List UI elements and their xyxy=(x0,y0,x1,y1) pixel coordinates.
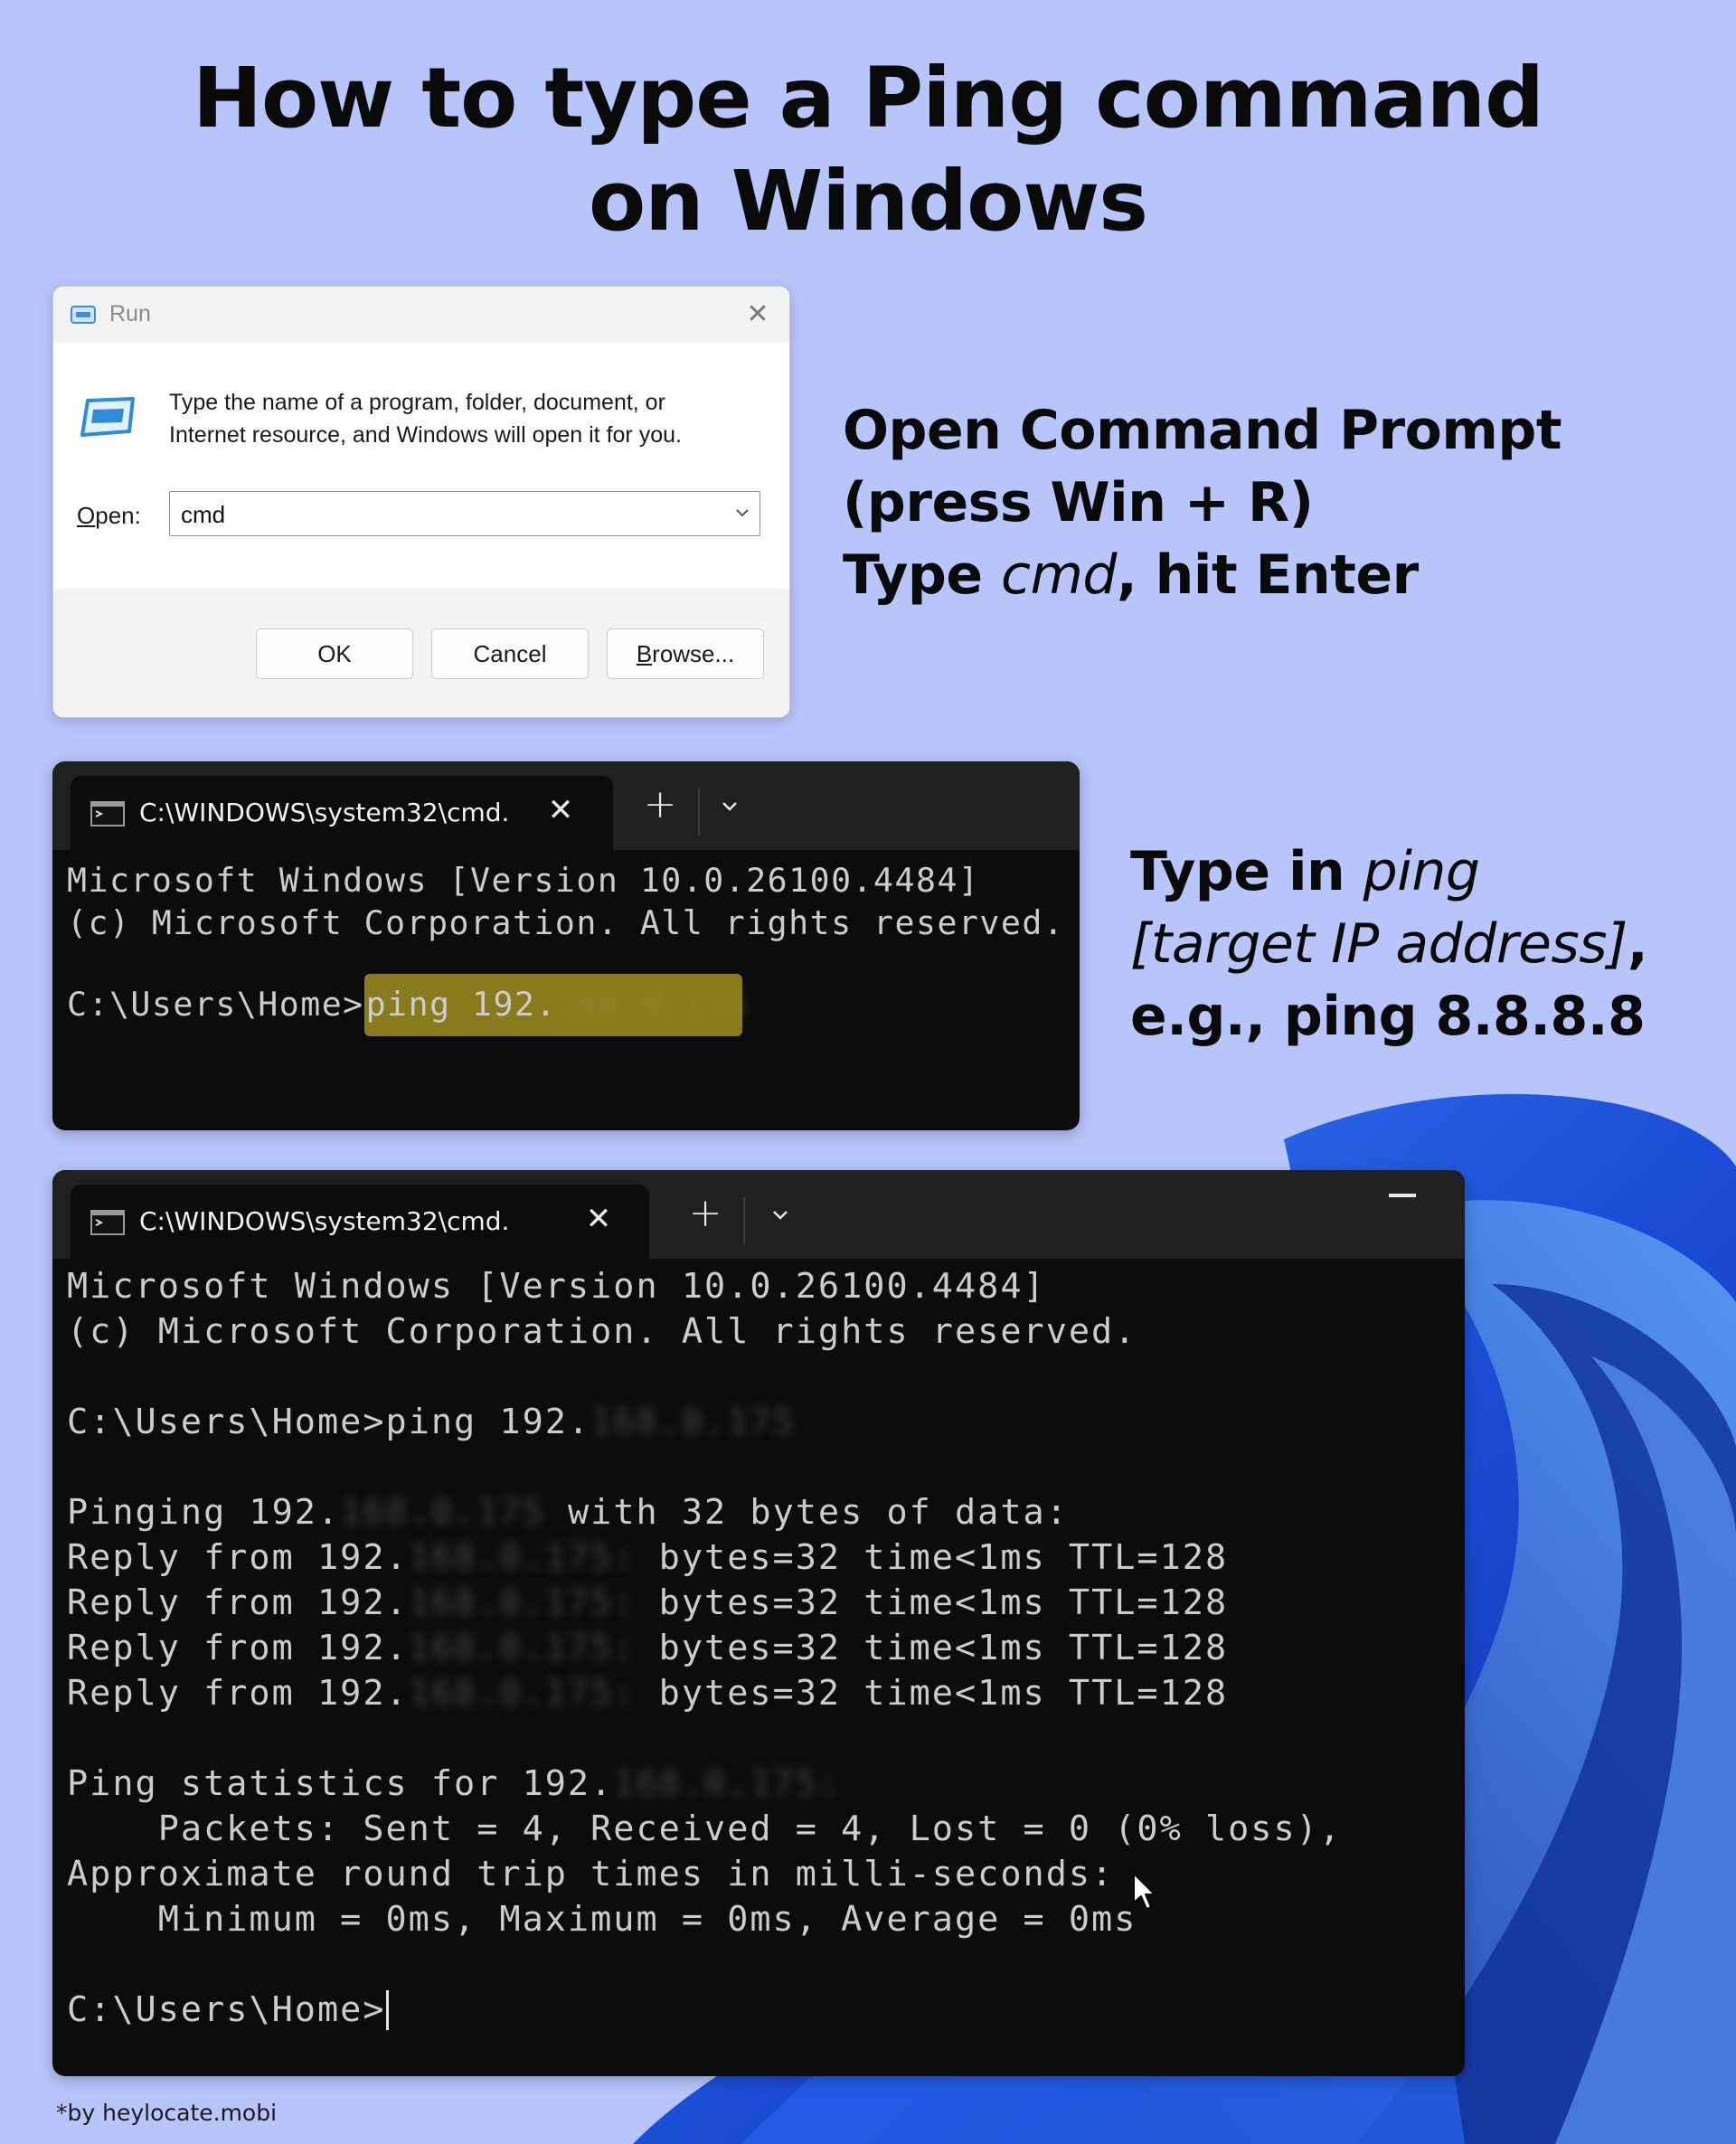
redacted-ip: 168.0.175: xyxy=(408,1582,637,1623)
console-line: Approximate round trip times in milli-seconds: xyxy=(67,1854,1115,1894)
plus-icon[interactable]: + xyxy=(643,781,677,827)
terminal-tabbar xyxy=(52,1170,1465,1259)
terminal-window-typing xyxy=(52,761,1080,1130)
highlighted-command: ping 192.168.0.175 xyxy=(364,974,742,1036)
console-output[interactable] xyxy=(67,859,1065,1024)
console-blank xyxy=(67,1716,1342,1761)
instruction2-line1: Type in ping xyxy=(1130,840,1480,903)
console-line: Minimum = 0ms, Maximum = 0ms, Average = 0ms xyxy=(67,1899,1137,1940)
tab-title: C:\WINDOWS\system32\cmd. xyxy=(139,1206,510,1236)
chevron-down-icon[interactable] xyxy=(767,1201,794,1228)
open-label: Open: xyxy=(77,502,141,529)
instruction2-line3: e.g., ping 8.8.8.8 xyxy=(1130,985,1646,1048)
console-prompt-line: C:\Users\Home> xyxy=(67,1988,1342,2033)
open-combobox[interactable] xyxy=(169,491,760,536)
console-line: Microsoft Windows [Version 10.0.26100.4484] xyxy=(67,861,980,900)
run-app-icon xyxy=(70,305,97,325)
redacted-ip: 168.0.175: xyxy=(408,1537,637,1578)
console-line: Ping statistics for 192.168.0.175: xyxy=(67,1761,1342,1807)
title-line-1: How to type a Ping command xyxy=(192,50,1544,146)
redacted-ip: 168.0.175 xyxy=(590,1402,796,1442)
console-blank xyxy=(67,1445,1342,1490)
redacted-ip: 168.0.175 xyxy=(556,985,749,1024)
instruction1-line1: Open Command Prompt xyxy=(843,399,1562,462)
redacted-ip: 168.0.175 xyxy=(340,1492,545,1533)
page-title xyxy=(0,47,1736,253)
instruction-open-cmd xyxy=(843,394,1561,611)
run-description: Type the name of a program, folder, document, or Internet resource, and Windows will open it for you. xyxy=(169,390,682,448)
terminal-tabbar xyxy=(52,761,1080,850)
reply-line: Reply from 192.168.0.175: bytes=32 time<1ms TTL=128 xyxy=(67,1535,1342,1581)
tab-title: C:\WINDOWS\system32\cmd. xyxy=(139,798,510,827)
console-line: (c) Microsoft Corporation. All rights reserved. xyxy=(67,903,1065,942)
redacted-ip: 168.0.175: xyxy=(408,1628,637,1668)
terminal-window-result xyxy=(52,1170,1465,2076)
ok-button[interactable]: OK xyxy=(256,628,413,679)
run-title: Run xyxy=(109,301,151,326)
text-cursor xyxy=(386,1990,389,2030)
instruction-type-ping xyxy=(1130,836,1647,1053)
cmd-icon xyxy=(90,1210,125,1235)
redacted-ip: 168.0.175: xyxy=(613,1763,842,1804)
redacted-ip: 168.0.175: xyxy=(408,1673,637,1714)
minimize-icon[interactable] xyxy=(1389,1194,1416,1197)
instruction2-line2: [target IP address], xyxy=(1130,912,1648,976)
cmd-icon xyxy=(90,801,125,826)
credit-text: *by heylocate.mobi xyxy=(56,2100,278,2126)
reply-line: Reply from 192.168.0.175: bytes=32 time<1ms TTL=128 xyxy=(67,1626,1342,1671)
console-prompt-line: C:\Users\Home>ping 192.168.0.175 xyxy=(67,1400,1342,1445)
console-line: Pinging 192.168.0.175 with 32 bytes of data: xyxy=(67,1490,1342,1535)
reply-line: Reply from 192.168.0.175: bytes=32 time<1ms TTL=128 xyxy=(67,1671,1342,1716)
chevron-down-icon[interactable] xyxy=(716,792,743,819)
plus-icon[interactable]: + xyxy=(688,1190,722,1236)
tab-divider xyxy=(743,1197,745,1244)
console-line: Microsoft Windows [Version 10.0.26100.4484] xyxy=(67,1266,1046,1307)
console-line: Packets: Sent = 4, Received = 4, Lost = 0 (0% loss), xyxy=(67,1809,1343,1849)
close-icon[interactable]: ✕ xyxy=(547,792,574,828)
tab-divider xyxy=(698,789,700,836)
chevron-down-icon[interactable] xyxy=(732,503,752,523)
close-icon[interactable]: ✕ xyxy=(585,1201,612,1237)
run-titlebar xyxy=(53,287,789,343)
browse-button[interactable]: Browse... xyxy=(607,628,764,679)
mouse-pointer-icon xyxy=(1132,1872,1156,1912)
console-prompt-line: C:\Users\Home>ping 192.168.0.175 xyxy=(67,974,1064,1016)
console-blank xyxy=(67,1355,1342,1400)
instruction1-line3: Type cmd, hit Enter xyxy=(843,543,1419,607)
console-blank xyxy=(67,1942,1342,1988)
terminal-tab[interactable] xyxy=(71,776,613,850)
console-line: (c) Microsoft Corporation. All rights reserved. xyxy=(67,1311,1137,1352)
instruction1-line2: (press Win + R) xyxy=(843,471,1314,534)
reply-line: Reply from 192.168.0.175: bytes=32 time<1ms TTL=128 xyxy=(67,1581,1342,1626)
open-input-value[interactable]: cmd xyxy=(181,501,226,528)
run-dialog xyxy=(52,286,790,718)
terminal-tab[interactable] xyxy=(71,1185,649,1259)
run-app-icon-large xyxy=(79,395,137,439)
title-line-2: on Windows xyxy=(588,153,1148,250)
close-icon[interactable]: ✕ xyxy=(746,299,769,329)
cancel-button[interactable]: Cancel xyxy=(431,628,589,679)
console-output[interactable] xyxy=(67,1264,1342,2033)
